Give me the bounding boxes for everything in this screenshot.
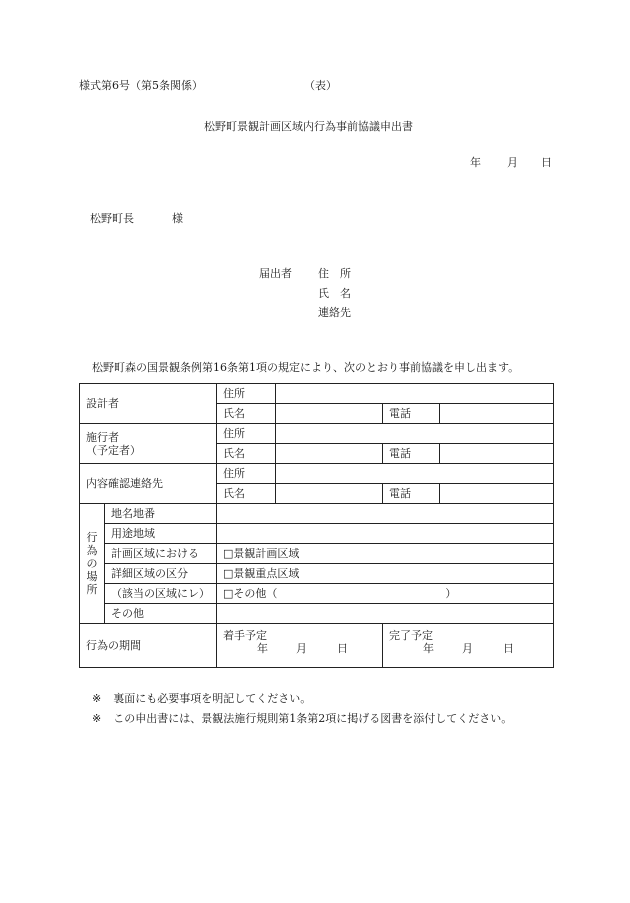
- area-division-label-2: 詳細区域の区分: [105, 564, 217, 584]
- contractor-name-label: 氏名: [217, 444, 276, 464]
- start-day-label: 日: [337, 642, 348, 655]
- contact-name-field[interactable]: [276, 484, 383, 504]
- place-char-3: の: [86, 557, 98, 570]
- end-date-field[interactable]: [383, 624, 554, 668]
- start-year-label: 年: [257, 642, 268, 655]
- application-table: [79, 383, 554, 668]
- area-division-label-3: （該当の区域にレ）: [105, 584, 217, 604]
- contractor-address-field[interactable]: [276, 424, 554, 444]
- area-division-label-1: 計画区域における: [105, 544, 217, 564]
- applicant-label: 届出者: [259, 267, 292, 280]
- place-char-2: 為: [86, 544, 98, 557]
- zoning-label: 用途地域: [105, 524, 217, 544]
- place-char-5: 所: [86, 583, 98, 596]
- start-date-label: 着手予定: [223, 629, 267, 642]
- contact-name-label: 氏名: [217, 484, 276, 504]
- designer-phone-field[interactable]: [440, 404, 554, 424]
- note-1: [92, 692, 311, 706]
- contact-address-label: 住所: [217, 464, 276, 484]
- zoning-field[interactable]: [217, 524, 554, 544]
- lot-number-label: 地名地番: [105, 504, 217, 524]
- start-month-label: 月: [296, 642, 307, 655]
- place-of-action-label: [80, 504, 105, 624]
- contact-address-field[interactable]: [276, 464, 554, 484]
- content-contact-label: 内容確認連絡先: [80, 464, 217, 504]
- date-month-label: 月: [507, 156, 518, 169]
- designer-label: 設計者: [80, 384, 217, 424]
- form-number: 様式第6号（第5条関係）: [79, 79, 203, 92]
- place-char-4: 場: [86, 570, 98, 583]
- option-other-label: □その他（: [223, 587, 278, 600]
- end-date-label: 完了予定: [389, 629, 433, 642]
- designer-name-field[interactable]: [276, 404, 383, 424]
- contractor-name-field[interactable]: [276, 444, 383, 464]
- contractor-phone-label: 電話: [383, 444, 440, 464]
- end-month-label: 月: [462, 642, 473, 655]
- note-2-mark: ※: [92, 712, 102, 725]
- other-field[interactable]: [217, 604, 554, 624]
- contractor-address-label: 住所: [217, 424, 276, 444]
- lot-number-field[interactable]: [217, 504, 554, 524]
- contractor-label-line1: 施行者: [86, 430, 119, 444]
- start-date: [223, 642, 382, 655]
- statement-text: 松野町森の国景観条例第16条第1項の規定により、次のとおり事前協議を申し出ます。: [92, 361, 520, 374]
- contractor-label: [80, 424, 217, 464]
- note-2: [92, 712, 512, 726]
- designer-address-label: 住所: [217, 384, 276, 404]
- option-other-area[interactable]: [217, 584, 554, 604]
- other-label: その他: [105, 604, 217, 624]
- note-1-mark: ※: [92, 692, 102, 705]
- contact-phone-field[interactable]: [440, 484, 554, 504]
- applicant-contact-label: 連絡先: [318, 306, 351, 319]
- form-side-label: （表）: [304, 79, 337, 92]
- applicant-name-label: 氏 名: [318, 287, 351, 300]
- addressee-name: 松野町長: [90, 212, 134, 225]
- designer-phone-label: 電話: [383, 404, 440, 424]
- end-date: [389, 642, 553, 655]
- contact-phone-label: 電話: [383, 484, 440, 504]
- end-year-label: 年: [423, 642, 434, 655]
- period-label: 行為の期間: [80, 624, 217, 668]
- date-day-label: 日: [541, 156, 552, 169]
- contractor-phone-field[interactable]: [440, 444, 554, 464]
- date-year-label: 年: [470, 156, 481, 169]
- addressee-honorific: 様: [172, 212, 183, 225]
- designer-address-field[interactable]: [276, 384, 554, 404]
- option-other-close: ）: [445, 587, 457, 600]
- option-landscape-priority-area[interactable]: □景観重点区域: [217, 564, 554, 584]
- note-1-text: 裏面にも必要事項を明記してください。: [113, 692, 312, 705]
- option-landscape-plan-area[interactable]: □景観計画区域: [217, 544, 554, 564]
- document-title: 松野町景観計画区域内行為事前協議申出書: [204, 120, 413, 133]
- applicant-address-label: 住 所: [318, 267, 351, 280]
- start-date-field[interactable]: [217, 624, 383, 668]
- note-2-text: この申出書には、景観法施行規則第1条第2項に掲げる図書を添付してください。: [113, 712, 513, 725]
- designer-name-label: 氏名: [217, 404, 276, 424]
- end-day-label: 日: [503, 642, 514, 655]
- place-char-1: 行: [86, 531, 98, 544]
- contractor-label-line2: （予定者）: [86, 443, 141, 457]
